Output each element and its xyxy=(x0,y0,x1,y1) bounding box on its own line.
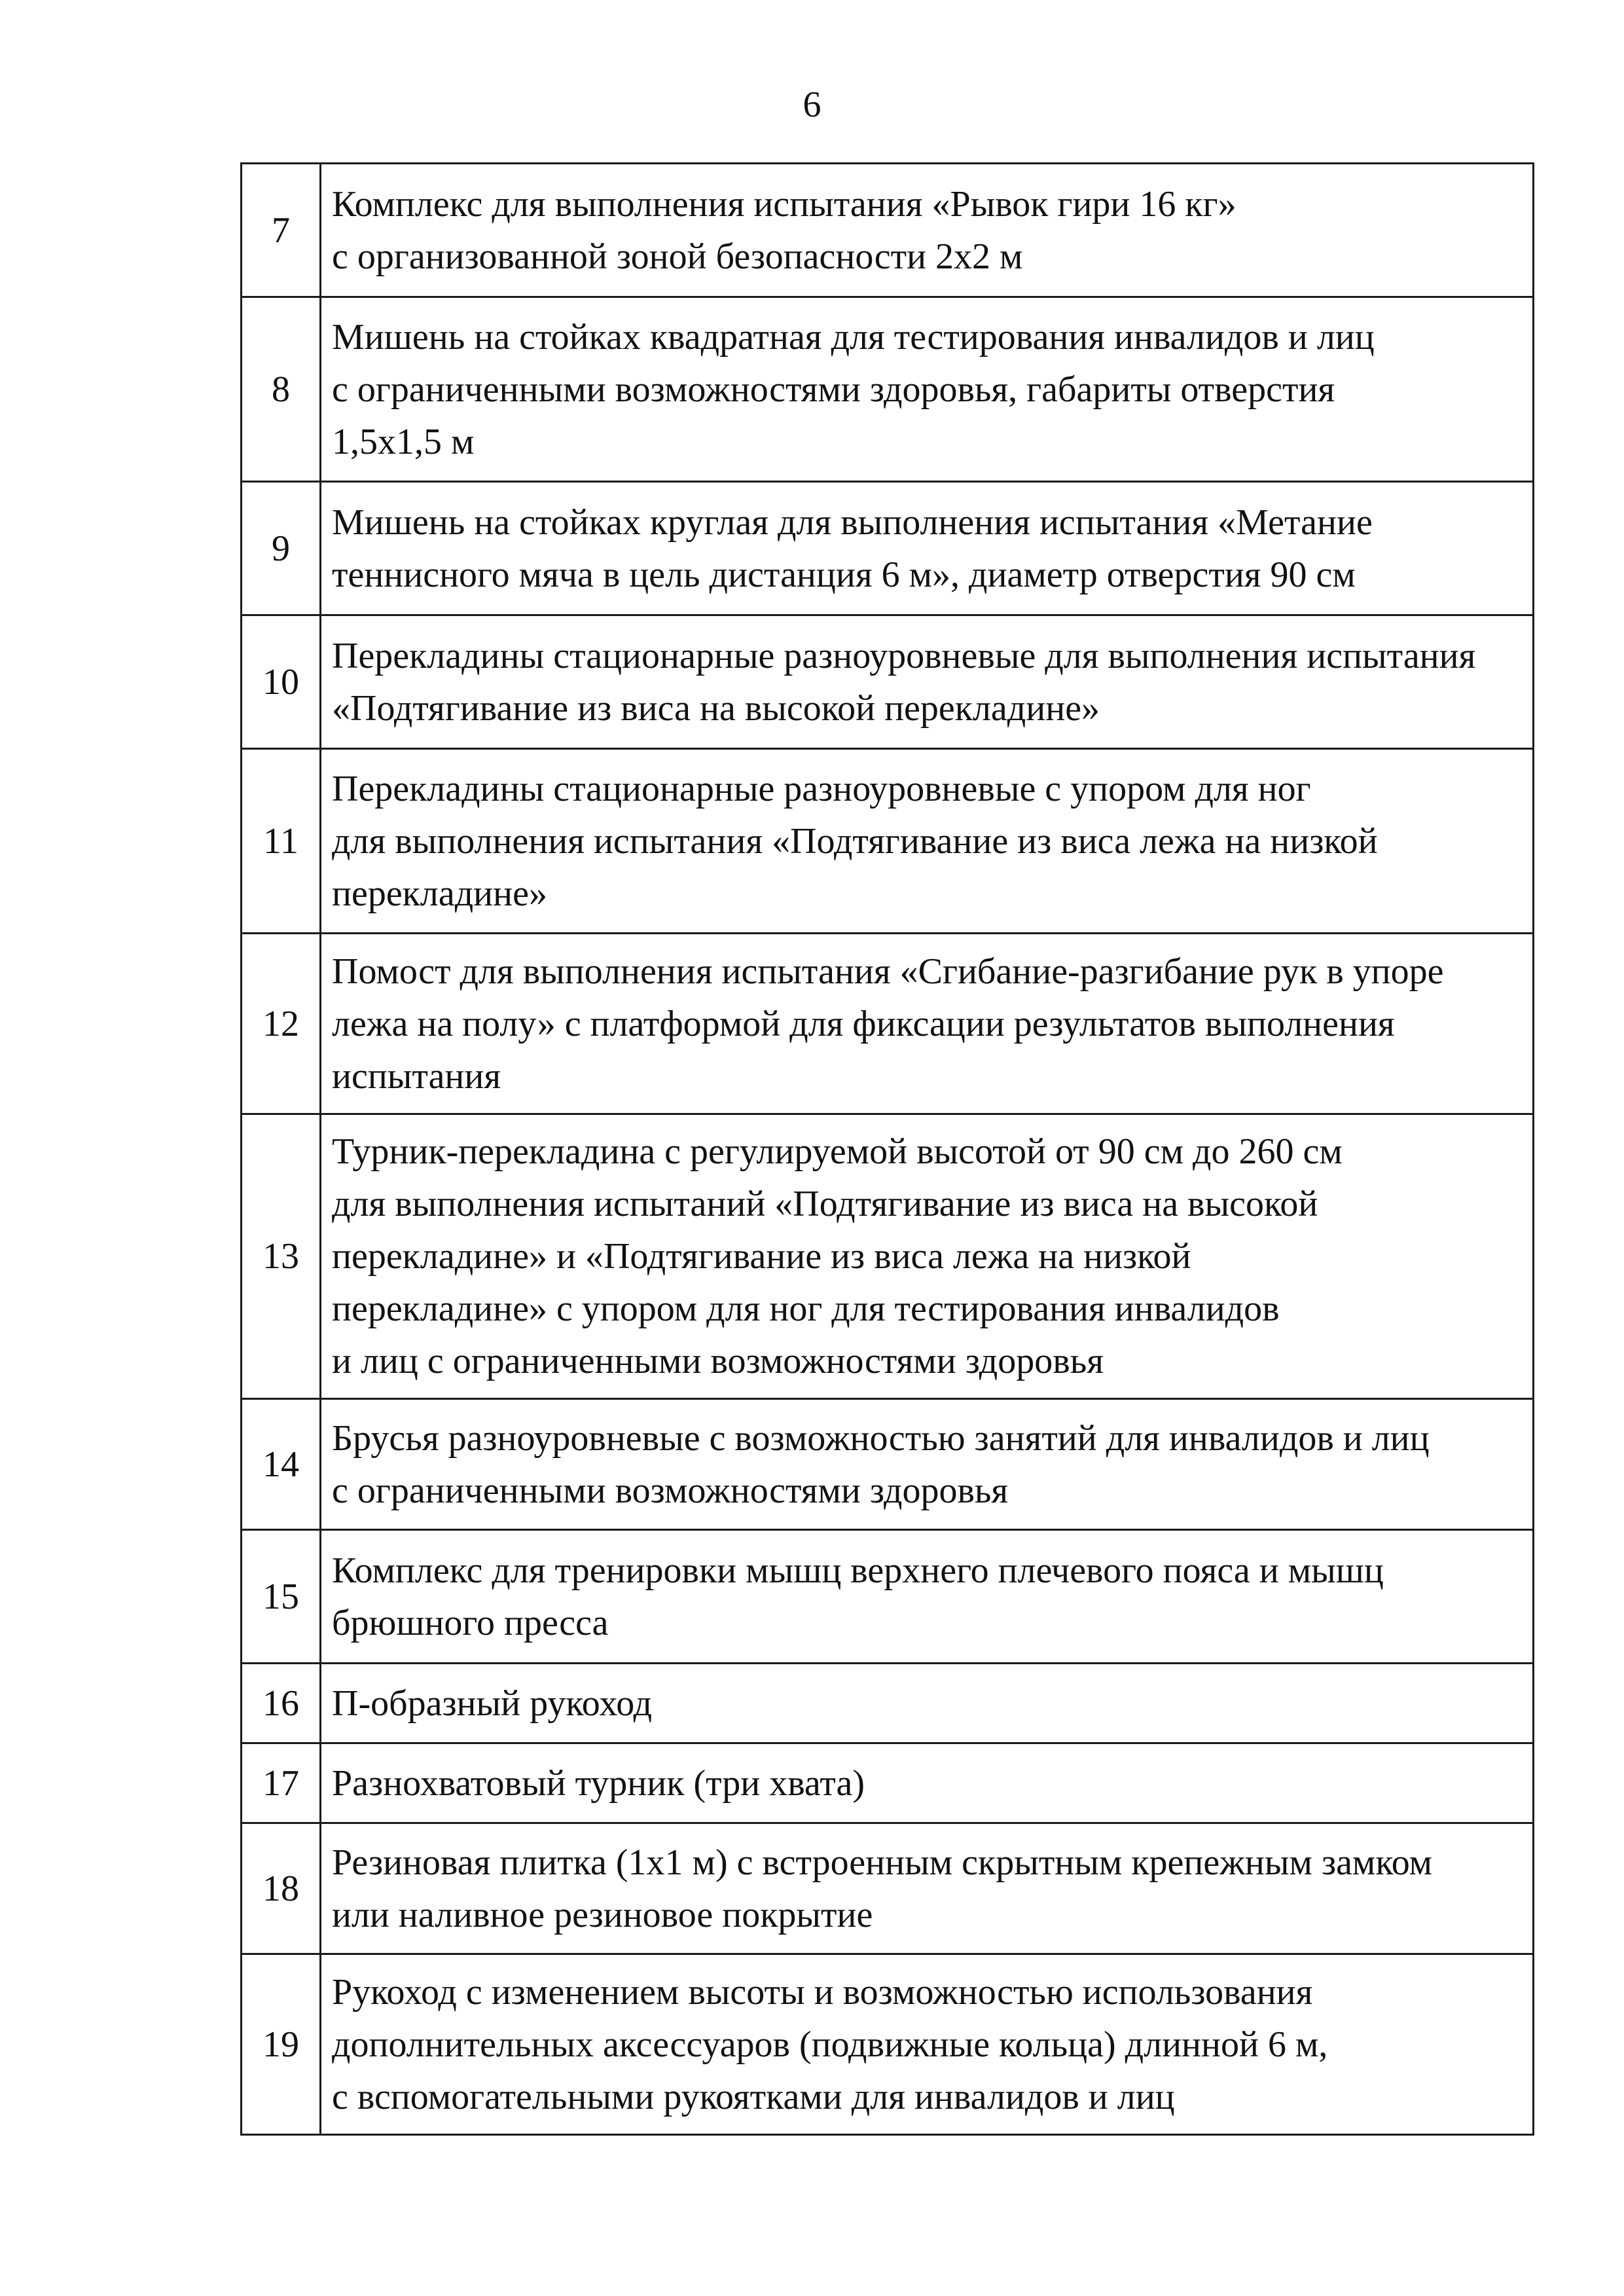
description-line: Мишень на стойках квадратная для тестирования инвалидов и лиц xyxy=(332,316,1375,357)
description-line: «Подтягивание из виса на высокой перекладине» xyxy=(332,687,1100,729)
row-number: 15 xyxy=(242,1530,321,1664)
description-line: лежа на полу» с платформой для фиксации результатов выполнения xyxy=(332,1003,1395,1044)
description-line: Разнохватовый турник (три хвата) xyxy=(332,1762,865,1804)
row-number: 12 xyxy=(242,934,321,1114)
row-description xyxy=(321,1530,1534,1664)
row-description xyxy=(321,749,1534,934)
table-row xyxy=(242,1823,1534,1954)
description-line: с организованной зоной безопасности 2х2 м xyxy=(332,236,1023,277)
description-line: испытания xyxy=(332,1055,501,1097)
row-description xyxy=(321,1954,1534,2135)
description-line: Комплекс для тренировки мышц верхнего плечевого пояса и мышц xyxy=(332,1550,1384,1591)
description-line: Перекладины стационарные разноуровневые с упором для ног xyxy=(332,768,1311,809)
row-number: 7 xyxy=(242,164,321,297)
description-line: Помост для выполнения испытания «Сгибание-разгибание рук в упоре xyxy=(332,951,1444,992)
description-line: Резиновая плитка (1х1 м) с встроенным скрытным крепежным замком xyxy=(332,1842,1433,1883)
row-description xyxy=(321,1114,1534,1399)
description-line: или наливное резиновое покрытие xyxy=(332,1894,873,1935)
description-line: перекладине» и «Подтягивание из виса лежа на низкой xyxy=(332,1236,1191,1277)
table-row xyxy=(242,934,1534,1114)
description-line: с ограниченными возможностями здоровья xyxy=(332,1470,1009,1511)
table-row xyxy=(242,1954,1534,2135)
description-line: для выполнения испытания «Подтягивание из виса лежа на низкой xyxy=(332,820,1378,862)
table-row xyxy=(242,297,1534,482)
description-line: брюшного пресса xyxy=(332,1602,609,1643)
description-line: 1,5х1,5 м xyxy=(332,421,475,462)
row-description xyxy=(321,1399,1534,1530)
description-line: теннисного мяча в цель дистанция 6 м», диаметр отверстия 90 см xyxy=(332,554,1356,595)
row-number: 9 xyxy=(242,482,321,615)
row-number: 19 xyxy=(242,1954,321,2135)
description-line: Брусья разноуровневые с возможностью занятий для инвалидов и лиц xyxy=(332,1417,1430,1459)
table-row xyxy=(242,749,1534,934)
page-number: 6 xyxy=(803,84,821,125)
description-line: Перекладины стационарные разноуровневые для выполнения испытания xyxy=(332,635,1476,676)
description-line: П-образный рукоход xyxy=(332,1683,653,1724)
description-line: Турник-перекладина с регулируемой высотой от 90 см до 260 см xyxy=(332,1131,1343,1172)
table-row xyxy=(242,164,1534,297)
table-row xyxy=(242,615,1534,749)
row-number: 14 xyxy=(242,1399,321,1530)
row-description xyxy=(321,934,1534,1114)
equipment-table xyxy=(240,162,1534,2136)
row-description xyxy=(321,615,1534,749)
description-line: Рукоход с изменением высоты и возможностью использования xyxy=(332,1971,1313,2013)
description-line: перекладине» с упором для ног для тестирования инвалидов xyxy=(332,1288,1280,1329)
row-description xyxy=(321,164,1534,297)
row-number: 17 xyxy=(242,1743,321,1823)
row-description xyxy=(321,297,1534,482)
description-line: Мишень на стойках круглая для выполнения испытания «Метание xyxy=(332,501,1373,543)
table-row xyxy=(242,482,1534,615)
table-row xyxy=(242,1399,1534,1530)
description-line: и лиц с ограниченными возможностями здоровья xyxy=(332,1341,1104,1381)
row-number: 11 xyxy=(242,749,321,934)
row-description xyxy=(321,1743,1534,1823)
table-row xyxy=(242,1664,1534,1743)
description-line: Комплекс для выполнения испытания «Рывок гири 16 кг» xyxy=(332,183,1236,225)
row-number: 10 xyxy=(242,615,321,749)
row-number: 13 xyxy=(242,1114,321,1399)
row-description xyxy=(321,482,1534,615)
row-number: 18 xyxy=(242,1823,321,1954)
table-row xyxy=(242,1114,1534,1399)
description-line: с вспомогательными рукоятками для инвалидов и лиц xyxy=(332,2076,1175,2117)
row-number: 16 xyxy=(242,1664,321,1743)
table-row xyxy=(242,1530,1534,1664)
description-line: для выполнения испытаний «Подтягивание из виса на высокой xyxy=(332,1184,1318,1224)
row-number: 8 xyxy=(242,297,321,482)
table-row xyxy=(242,1743,1534,1823)
row-description xyxy=(321,1664,1534,1743)
row-description xyxy=(321,1823,1534,1954)
description-line: дополнительных аксессуаров (подвижные кольца) длинной 6 м, xyxy=(332,2024,1328,2065)
description-line: с ограниченными возможностями здоровья, габариты отверстия xyxy=(332,369,1335,410)
description-line: перекладине» xyxy=(332,873,547,914)
